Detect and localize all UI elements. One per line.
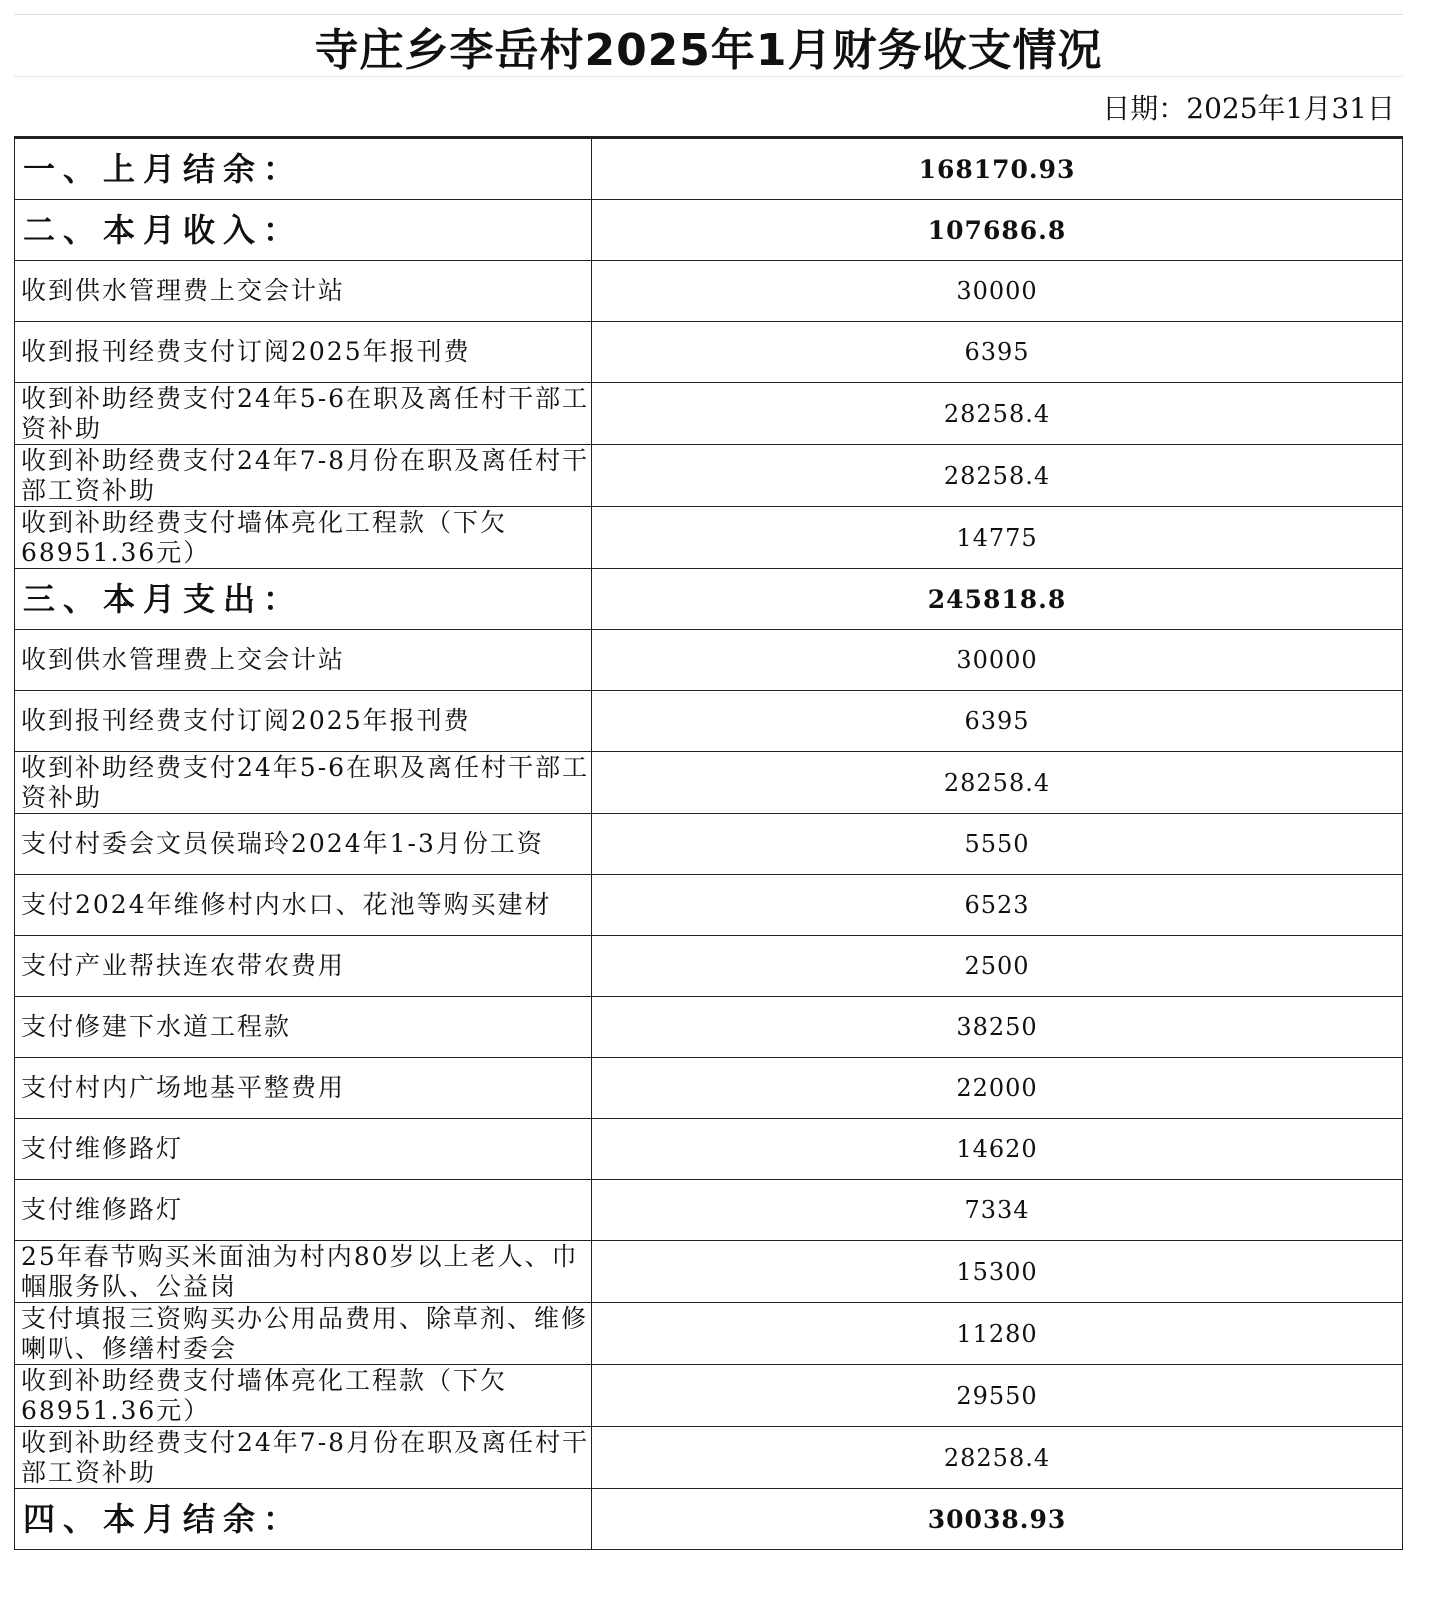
item-cell	[15, 1489, 592, 1550]
amount-cell	[592, 691, 1403, 752]
item-cell	[15, 200, 592, 261]
item-amount: 6395	[964, 338, 1030, 366]
item-amount: 6523	[964, 891, 1030, 919]
item-label: 收到补助经费支付墙体亮化工程款（下欠68951.36元）	[21, 1366, 508, 1425]
amount-cell	[592, 997, 1403, 1058]
item-label: 支付填报三资购买办公用品费用、除草剂、维修喇叭、修缮村委会	[21, 1304, 589, 1363]
amount-cell	[592, 445, 1403, 507]
table-row	[15, 630, 1403, 691]
item-amount: 28258.4	[943, 461, 1051, 490]
table-row	[15, 691, 1403, 752]
item-amount: 7334	[964, 1196, 1030, 1224]
amount-cell	[592, 1241, 1403, 1303]
item-label: 一、上月结余：	[23, 150, 304, 188]
amount-cell	[592, 936, 1403, 997]
item-cell	[15, 569, 592, 630]
item-label: 二、本月收入：	[23, 211, 304, 249]
item-cell	[15, 445, 592, 507]
amount-cell	[592, 1489, 1403, 1550]
section-row	[15, 569, 1403, 630]
amount-cell	[592, 1365, 1403, 1427]
amount-cell	[592, 875, 1403, 936]
amount-cell	[592, 1303, 1403, 1365]
item-amount: 5550	[964, 830, 1030, 858]
amount-cell	[592, 569, 1403, 630]
item-amount: 6395	[964, 707, 1030, 735]
amount-cell	[592, 322, 1403, 383]
section-row	[15, 200, 1403, 261]
item-cell	[15, 1180, 592, 1241]
amount-cell	[592, 814, 1403, 875]
item-label: 三、本月支出：	[23, 580, 304, 618]
table-row	[15, 445, 1403, 507]
item-amount: 107686.8	[927, 215, 1067, 245]
table-row	[15, 936, 1403, 997]
item-label: 收到补助经费支付24年7-8月份在职及离任村干部工资补助	[21, 1428, 590, 1487]
item-amount: 28258.4	[943, 768, 1051, 797]
item-amount: 11280	[956, 1319, 1038, 1348]
amount-cell	[592, 383, 1403, 445]
sheet-title: 寺庄乡李岳村2025年1月财务收支情况	[14, 14, 1403, 77]
item-amount: 22000	[956, 1074, 1038, 1102]
item-cell	[15, 936, 592, 997]
amount-cell	[592, 630, 1403, 691]
item-label: 支付产业帮扶连农带农费用	[21, 951, 346, 980]
table-row	[15, 261, 1403, 322]
item-cell	[15, 814, 592, 875]
section-row	[15, 139, 1403, 200]
item-cell	[15, 139, 592, 200]
item-label: 收到报刊经费支付订阅2025年报刊费	[21, 337, 471, 366]
item-label: 收到供水管理费上交会计站	[21, 645, 346, 674]
section-row	[15, 1489, 1403, 1550]
amount-cell	[592, 752, 1403, 814]
item-amount: 14620	[956, 1135, 1038, 1163]
item-amount: 168170.93	[918, 154, 1076, 184]
item-amount: 30000	[956, 646, 1038, 674]
item-cell	[15, 1119, 592, 1180]
item-label: 支付村内广场地基平整费用	[21, 1073, 346, 1102]
report-date: 日期：2025年1月31日	[14, 77, 1403, 138]
item-cell	[15, 322, 592, 383]
item-label: 支付维修路灯	[21, 1195, 184, 1224]
item-amount: 38250	[956, 1013, 1038, 1041]
item-cell	[15, 261, 592, 322]
finance-sheet	[14, 14, 1403, 1550]
table-row	[15, 1119, 1403, 1180]
item-amount: 30000	[956, 277, 1038, 305]
table-row	[15, 1058, 1403, 1119]
item-label: 收到补助经费支付24年5-6在职及离任村干部工资补助	[21, 753, 590, 812]
finance-table	[14, 138, 1403, 1550]
item-amount: 14775	[956, 523, 1038, 552]
item-label: 支付2024年维修村内水口、花池等购买建材	[21, 890, 552, 919]
table-row	[15, 1365, 1403, 1427]
item-label: 收到补助经费支付24年7-8月份在职及离任村干部工资补助	[21, 446, 590, 505]
item-label: 支付修建下水道工程款	[21, 1012, 292, 1041]
item-cell	[15, 1365, 592, 1427]
item-cell	[15, 1427, 592, 1489]
item-cell	[15, 752, 592, 814]
table-row	[15, 383, 1403, 445]
item-cell	[15, 630, 592, 691]
item-label: 收到供水管理费上交会计站	[21, 276, 346, 305]
item-label: 收到报刊经费支付订阅2025年报刊费	[21, 706, 471, 735]
item-amount: 30038.93	[927, 1504, 1067, 1534]
item-amount: 28258.4	[943, 1443, 1051, 1472]
item-cell	[15, 383, 592, 445]
item-cell	[15, 875, 592, 936]
item-cell	[15, 507, 592, 569]
amount-cell	[592, 507, 1403, 569]
table-row	[15, 875, 1403, 936]
item-amount: 2500	[964, 952, 1030, 980]
item-cell	[15, 997, 592, 1058]
item-label: 四、本月结余：	[23, 1500, 304, 1538]
table-row	[15, 1180, 1403, 1241]
item-amount: 245818.8	[927, 584, 1067, 614]
table-row	[15, 1427, 1403, 1489]
amount-cell	[592, 1058, 1403, 1119]
amount-cell	[592, 1180, 1403, 1241]
table-row	[15, 1241, 1403, 1303]
item-cell	[15, 691, 592, 752]
item-amount: 15300	[956, 1257, 1038, 1286]
amount-cell	[592, 1119, 1403, 1180]
item-amount: 28258.4	[943, 399, 1051, 428]
amount-cell	[592, 139, 1403, 200]
table-row	[15, 1303, 1403, 1365]
table-row	[15, 322, 1403, 383]
table-row	[15, 507, 1403, 569]
item-cell	[15, 1241, 592, 1303]
table-row	[15, 752, 1403, 814]
item-label: 收到补助经费支付24年5-6在职及离任村干部工资补助	[21, 384, 590, 443]
table-row	[15, 814, 1403, 875]
item-cell	[15, 1058, 592, 1119]
item-amount: 29550	[956, 1381, 1038, 1410]
amount-cell	[592, 1427, 1403, 1489]
item-label: 25年春节购买米面油为村内80岁以上老人、巾帼服务队、公益岗	[21, 1242, 579, 1301]
item-label: 收到补助经费支付墙体亮化工程款（下欠68951.36元）	[21, 508, 508, 567]
table-row	[15, 997, 1403, 1058]
item-cell	[15, 1303, 592, 1365]
item-label: 支付村委会文员侯瑞玲2024年1-3月份工资	[21, 829, 544, 858]
amount-cell	[592, 261, 1403, 322]
amount-cell	[592, 200, 1403, 261]
item-label: 支付维修路灯	[21, 1134, 184, 1163]
